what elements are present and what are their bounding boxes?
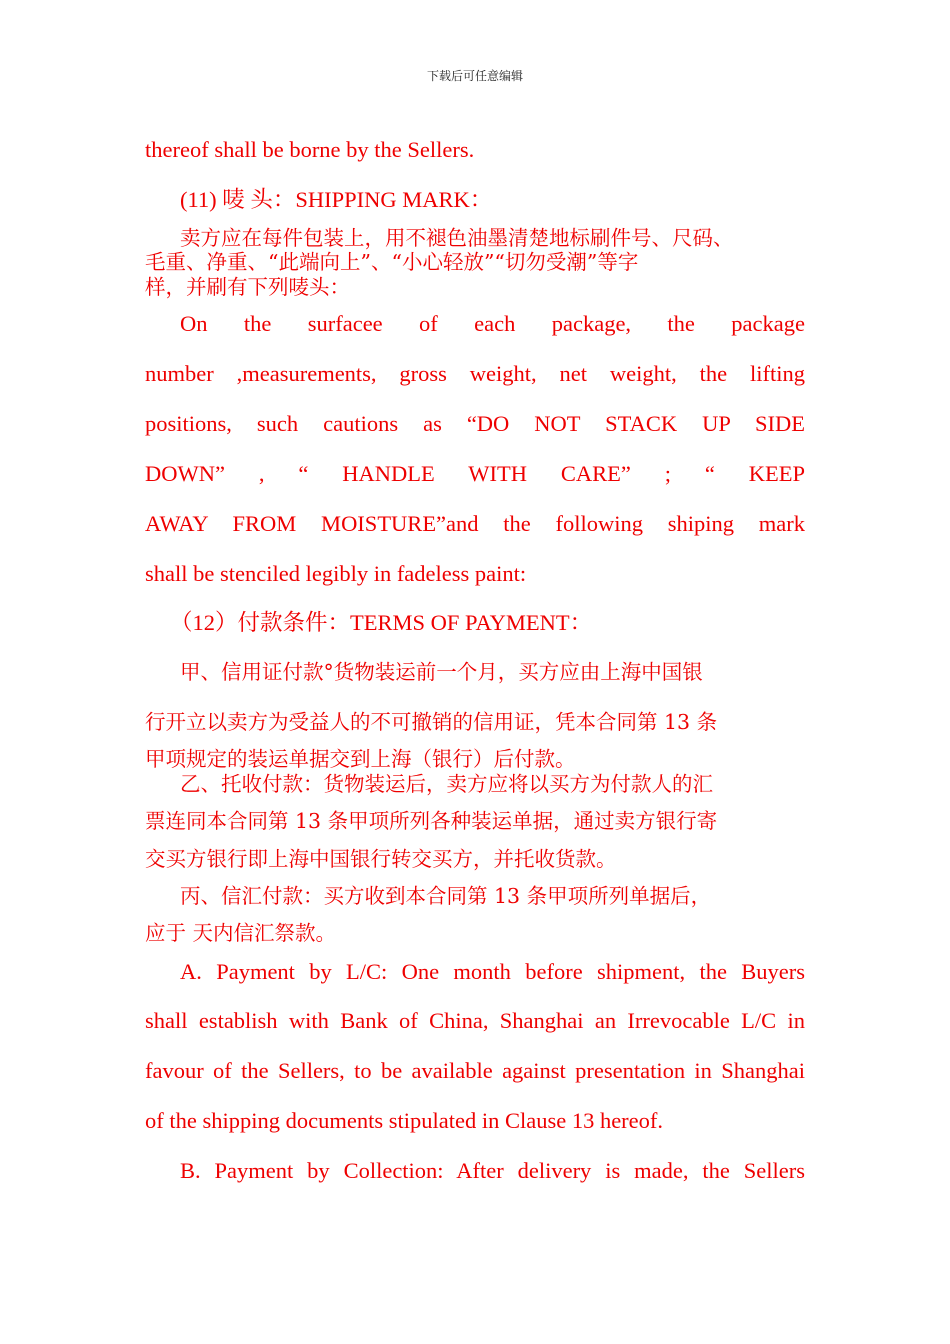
- text-line: 交买方银行即上海中国银行转交买方，并托收货款。: [145, 847, 617, 871]
- text-line: of the shipping documents stipulated in Clause 13 hereof.: [145, 1108, 664, 1133]
- text-line: 丙、信汇付款：买方收到本合同第 13 条甲项所列单据后，: [180, 884, 712, 908]
- text-line: 卖方应在每件包装上，用不褪色油墨清楚地标刷件号、尺码、: [180, 226, 734, 250]
- text-line: 样，并刷有下列唛头：: [145, 275, 350, 299]
- text-line: AWAY FROM MOISTURE”and the following shiping mark: [145, 511, 805, 536]
- text-line: 甲项规定的装运单据交到上海（银行）后付款。: [145, 747, 576, 771]
- text-line: 票连同本合同第 13 条甲项所列各种装运单据，通过卖方银行寄: [145, 809, 718, 833]
- text-line: shall be stenciled legibly in fadeless paint:: [145, 561, 527, 586]
- text-line: shall establish with Bank of China, Shanghai an Irrevocable L/C in: [145, 1008, 805, 1033]
- text-line: 毛重、净重、“此端向上”、“小心轻放”“切勿受潮”等字: [145, 250, 639, 274]
- text-line: favour of the Sellers, to be available against presentation in Shanghai: [145, 1058, 805, 1083]
- text-line: A. Payment by L/C: One month before shipment, the Buyers: [180, 959, 805, 984]
- text-line: 甲、信用证付款°货物装运前一个月，买方应由上海中国银: [180, 660, 703, 684]
- text-line: thereof shall be borne by the Sellers.: [145, 137, 475, 162]
- text-line: 乙、托收付款：货物装运后，卖方应将以买方为付款人的汇: [180, 772, 713, 796]
- text-line: positions, such cautions as “DO NOT STACK UP SIDE: [145, 411, 805, 436]
- page-header: 下载后可任意编辑: [426, 69, 523, 83]
- text-line: 行开立以卖方为受益人的不可撤销的信用证，凭本合同第 13 条: [145, 710, 718, 734]
- text-line: On the surfacee of each package, the package: [180, 311, 805, 336]
- text-line: DOWN” , “ HANDLE WITH CARE” ; “ KEEP: [145, 461, 805, 486]
- text-line: number ,measurements, gross weight, net weight, the lifting: [145, 361, 805, 386]
- text-line: B. Payment by Collection: After delivery is made, the Sellers: [180, 1158, 805, 1183]
- text-line: （12）付款条件：TERMS OF PAYMENT：: [170, 610, 593, 635]
- text-line: 应于 天内信汇祭款。: [145, 921, 337, 945]
- text-line: (11) 唛 头：SHIPPING MARK：: [180, 187, 493, 212]
